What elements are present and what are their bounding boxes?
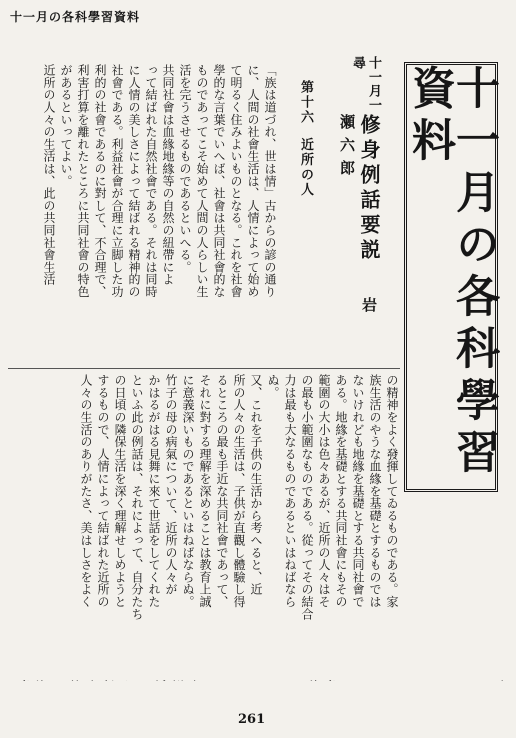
text-line: 又、これを子供の生活から考へると、近 xyxy=(249,374,263,596)
author: 岩瀬六郎 xyxy=(338,114,378,321)
article-title: 十一月の各科學習資料 xyxy=(404,65,499,481)
text-line: るところの最も手近な共同社會であって、 xyxy=(215,374,229,608)
text-line: て明るく住みよいものとなる。これを社會 xyxy=(229,64,243,298)
text-line: 近所の人々の生活は、此の共同社會生活 xyxy=(42,64,56,286)
text-line: それに對する理解を深めることは教育上誠 xyxy=(198,374,212,608)
text-line: といふ此の例話は、それによって、自分たち xyxy=(130,374,144,620)
title-box xyxy=(404,62,498,492)
text-line: に人情の美しさによって結ばれる精神的の xyxy=(127,64,141,298)
body-text-upper xyxy=(8,64,278,364)
text-line: 族生活のやうな血緣を基礎とするものでは xyxy=(368,374,382,608)
text-line: 力は最も大なるものであるといはねばなら xyxy=(283,374,297,608)
series-tag: 十一月一 尋 xyxy=(350,56,381,112)
text-line: って結ばれた自然社會である。それは同時 xyxy=(144,64,158,298)
text-line xyxy=(202,680,508,681)
text-line: 「族は道づれ、世は情」古からの諺の通り xyxy=(263,64,277,298)
text-line: 活を完うさせるものであるといへる。 xyxy=(178,64,192,274)
text-line: ある。地緣を基礎とする共同社會にもその xyxy=(334,374,348,608)
text-line: 社會である。利益社會が合理に立脚した功 xyxy=(110,64,124,298)
text-line: があるといってよい。 xyxy=(59,64,73,187)
text-line: 人々の生活のありがたさ、美はしさをよく xyxy=(79,374,93,608)
section-heading xyxy=(296,80,315,198)
text-line: ないけれども地緣を基礎とする共同社會で xyxy=(351,374,365,608)
text-line xyxy=(8,680,202,681)
text-line: の精神をよく發揮してゐるものである。家 xyxy=(385,374,399,608)
text-line: 利害打算を離れたところに共同社會の特色 xyxy=(76,64,90,298)
subtitle: 修身例話要説 xyxy=(357,114,381,265)
section-number: 第十六 xyxy=(298,80,313,125)
text-line: するもので、人情によって結ばれた近所の xyxy=(96,374,110,608)
text-line: 學的な言葉でいへば、社會は共同社會的な xyxy=(212,64,226,298)
text-line: 竹子の母の病氣について、近所の人々が xyxy=(164,374,178,596)
running-head: 十一月の各科學習資料 xyxy=(10,10,141,24)
subtitle-block xyxy=(338,56,381,326)
section-title: 近所の人 xyxy=(298,137,313,198)
text-line: 所の人々の生活は、子供が直觀し體驗し得 xyxy=(232,374,246,608)
section-divider xyxy=(8,368,400,369)
text-line: ものであってこそ始めて人間の人らしい生 xyxy=(195,64,209,298)
body-text-lower xyxy=(8,680,508,681)
text-line: 範圍の大小は色々あるが、近所の人々はそ xyxy=(317,374,331,608)
body-text-middle xyxy=(8,374,400,674)
text-line: に意義深いものであるといはねばならぬ。 xyxy=(181,374,195,608)
text-line: に、人間の社會生活は、人情によって始め xyxy=(246,64,260,298)
text-line: かはるがはる見舞に來て世話をしてくれた xyxy=(147,374,161,608)
text-line: の最も小範圍なものである。從ってその結合 xyxy=(300,374,314,620)
text-line: 共同社會は血緣地緣等の自然の紐帶によ xyxy=(161,64,175,286)
text-line: の日頃の隣保生活を深く理解せしめようと xyxy=(113,374,127,608)
text-line: ぬ。 xyxy=(266,374,280,399)
page-number: 261 xyxy=(238,712,266,727)
text-line: 利的の社會であるのに對して、不合理で、 xyxy=(93,64,107,298)
